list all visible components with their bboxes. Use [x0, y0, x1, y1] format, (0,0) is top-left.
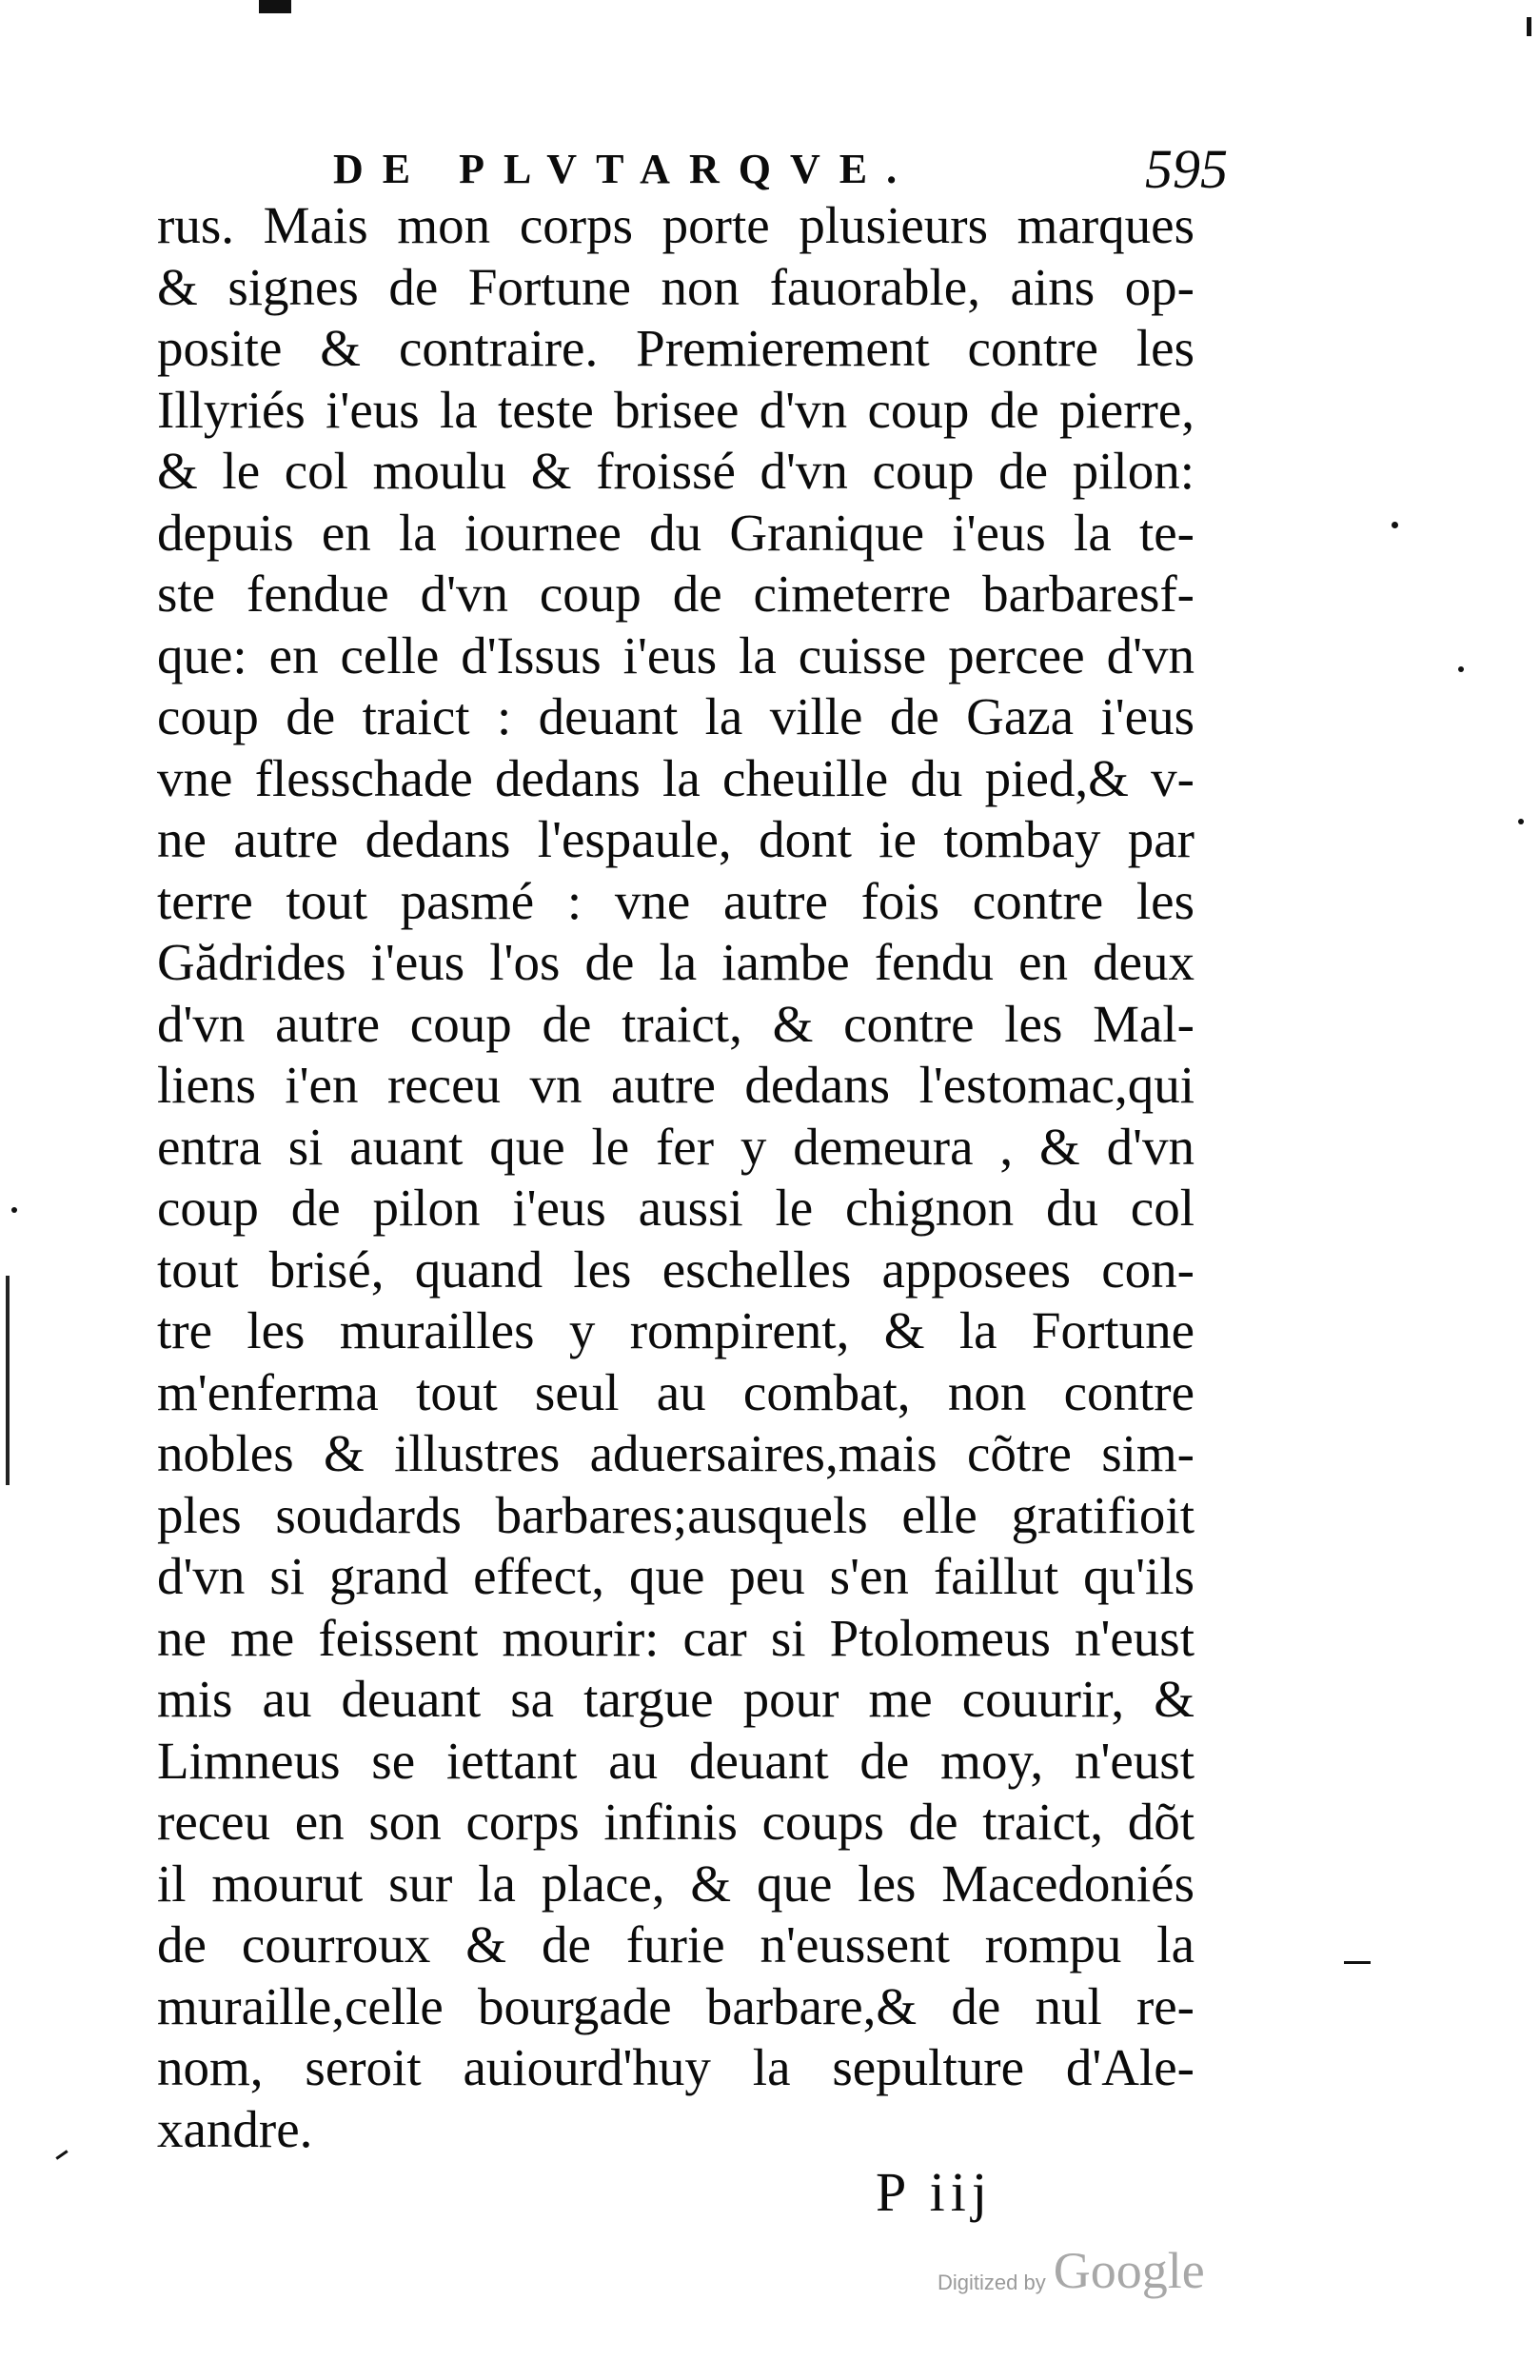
text-line: m'enferma tout seul au combat, non contre — [157, 1362, 1194, 1421]
text-line: il mourut sur la place, & que les Macedoniés — [157, 1854, 1194, 1913]
text-line: depuis en la iournee du Granique i'eus la te- — [157, 503, 1194, 562]
scan-speck — [1518, 819, 1524, 824]
text-line: receu en son corps infinis coups de traict, dõt — [157, 1793, 1194, 1851]
text-line: muraille,celle bourgade barbare,& de nul re- — [157, 1976, 1194, 2035]
text-line: d'vn autre coup de traict, & contre les Mal- — [157, 994, 1194, 1053]
text-line: ste fendue d'vn coup de cimeterre barbaresf- — [157, 565, 1194, 623]
text-line: coup de traict : deuant la ville de Gaza i'eus — [157, 687, 1194, 745]
body-text — [157, 195, 1194, 2160]
google-logo: Google — [1053, 2242, 1205, 2299]
text-line: nobles & illustres aduersaires,mais cõtre sim- — [157, 1424, 1194, 1482]
text-line: xandre. — [157, 2099, 313, 2158]
text-line: ne autre dedans l'espaule, dont ie tombay par — [157, 810, 1194, 868]
scan-speck — [1527, 17, 1531, 36]
text-line: Illyriés i'eus la teste brisee d'vn coup de pierre, — [157, 380, 1194, 439]
text-line: tre les murailles y rompirent, & la Fortune — [157, 1301, 1194, 1359]
text-line: liens i'en receu vn autre dedans l'estomac,qui — [157, 1056, 1194, 1114]
text-line: entra si auant que le fer y demeura , & d'vn — [157, 1117, 1194, 1176]
text-line: Gădrides i'eus l'os de la iambe fendu en deux — [157, 933, 1194, 991]
text-line: nom, seroit auiourd'huy la sepulture d'Ale- — [157, 2038, 1194, 2096]
digitization-watermark — [938, 2242, 1205, 2299]
scan-speck — [55, 2150, 68, 2159]
scan-speck — [1458, 666, 1464, 672]
running-head: DE PLVTARQVE. — [333, 146, 917, 192]
text-line: de courroux & de furie n'eussent rompu la — [157, 1915, 1194, 1973]
scan-speck — [1392, 522, 1398, 528]
text-line: terre tout pasmé : vne autre fois contre les — [157, 871, 1194, 930]
scan-speck — [11, 1207, 17, 1213]
text-line: mis au deuant sa targue pour me couurir, & — [157, 1670, 1194, 1728]
scan-speck — [1344, 1961, 1371, 1964]
text-line: d'vn si grand effect, que peu s'en faillut qu'ils — [157, 1547, 1194, 1605]
page-number: 595 — [1145, 138, 1228, 200]
text-line: & signes de Fortune non fauorable, ains op- — [157, 257, 1194, 316]
text-line: posite & contraire. Premierement contre les — [157, 319, 1194, 377]
text-line: ples soudards barbares;ausquels elle gratifioit — [157, 1485, 1194, 1544]
margin-rule — [6, 1276, 10, 1485]
text-line: & le col moulu & froissé d'vn coup de pilon: — [157, 442, 1194, 500]
text-line: vne flesschade dedans la cheuille du pied,& v- — [157, 748, 1194, 807]
text-line: rus. Mais mon corps porte plusieurs marques — [157, 196, 1194, 254]
scan-speck — [259, 0, 291, 13]
text-line: Limneus se iettant au deuant de moy, n'eust — [157, 1731, 1194, 1790]
text-line: coup de pilon i'eus aussi le chignon du col — [157, 1179, 1194, 1237]
signature-mark: P iij — [876, 2161, 993, 2223]
text-line: que: en celle d'Issus i'eus la cuisse percee d'vn — [157, 625, 1194, 684]
text-line: ne me feissent mourir: car si Ptolomeus n'eust — [157, 1608, 1194, 1667]
text-line: tout brisé, quand les eschelles apposees con- — [157, 1240, 1194, 1299]
watermark-prefix: Digitized by — [938, 2271, 1046, 2294]
